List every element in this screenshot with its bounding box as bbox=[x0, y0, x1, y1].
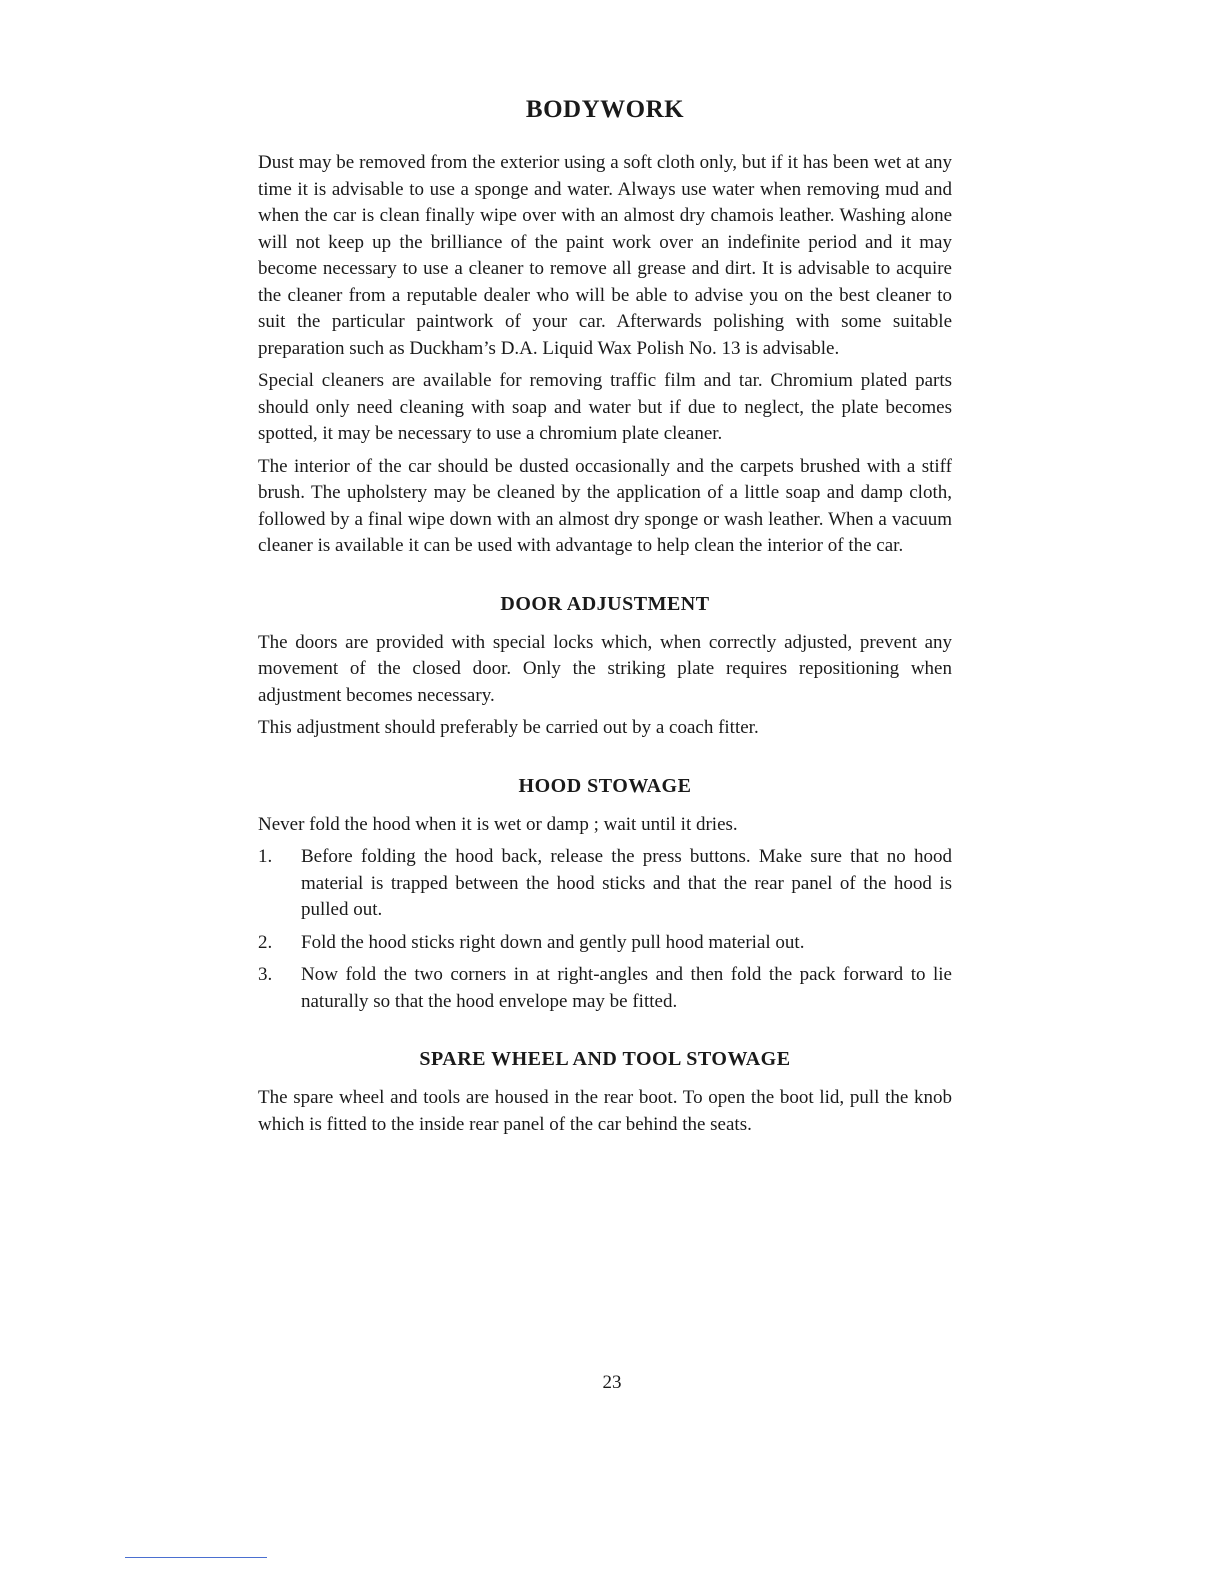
door-adjustment-heading: DOOR ADJUSTMENT bbox=[500, 592, 710, 615]
hood-stowage-section bbox=[258, 772, 952, 1016]
list-item-number: 2. bbox=[258, 931, 273, 953]
document-page bbox=[258, 92, 952, 1144]
list-item bbox=[258, 962, 952, 1015]
hood-stowage-intro: Never fold the hood when it is wet or damp ; wait until it dries. bbox=[258, 813, 738, 835]
list-item-text: Now fold the two corners in at right-angles and then fold the pack forward to lie naturally so that the hood envelope may be fitted. bbox=[301, 964, 952, 1012]
page-number: 23 bbox=[602, 1372, 622, 1393]
bodywork-section bbox=[258, 150, 952, 560]
list-item-text: Before folding the hood back, release the press buttons. Make sure that no hood material is trapped between the hood sticks and that the rear panel of the hood is pulled out. bbox=[301, 846, 952, 920]
list-item-number: 3. bbox=[258, 964, 273, 985]
spare-wheel-heading: SPARE WHEEL AND TOOL STOWAGE bbox=[419, 1048, 791, 1070]
door-adjustment-paragraph-1: The doors are provided with special locks which, when correctly adjusted, prevent any movement of the closed door. Only the striking plate requires repositioning when adjustment becomes necessary. bbox=[258, 631, 952, 706]
list-item bbox=[258, 930, 952, 957]
door-adjustment-paragraph-2: This adjustment should preferably be carried out by a coach fitter. bbox=[258, 717, 759, 738]
hood-stowage-heading: HOOD STOWAGE bbox=[518, 774, 692, 797]
bodywork-paragraph-2: Special cleaners are available for removing traffic film and tar. Chromium plated parts should only need cleaning with soap and water but if due to neglect, the plate becomes spotted, it may be necessary to use a chromium plate cleaner. bbox=[258, 370, 952, 444]
footer-divider bbox=[125, 1557, 267, 1558]
list-item-number: 1. bbox=[258, 846, 273, 867]
hood-stowage-steps bbox=[258, 844, 952, 1015]
list-item bbox=[258, 844, 952, 924]
door-adjustment-section bbox=[258, 590, 952, 742]
spare-wheel-section bbox=[258, 1045, 952, 1138]
page-title: BODYWORK bbox=[525, 96, 685, 123]
spare-wheel-paragraph: The spare wheel and tools are housed in the rear boot. To open the boot lid, pull the knob which is fitted to the inside rear panel of the car behind the seats. bbox=[258, 1087, 952, 1135]
bodywork-paragraph-3: The interior of the car should be dusted occasionally and the carpets brushed with a stiff brush. The upholstery may be cleaned by the application of a little soap and damp cloth, followed by a final wipe down with an almost dry sponge or wash leather. When a vacuum cleaner is available it can be used with advantage to help clean the interior of the car. bbox=[258, 455, 952, 556]
bodywork-paragraph-1: Dust may be removed from the exterior using a soft cloth only, but if it has been wet at any time it is advisable to use a sponge and water. Always use water when removing mud and when the car is clean finally wipe over with an almost dry chamois leather. Washing alone will not keep up the brilliance of the paint work over an indefinite period and it may become necessary to use a cleaner to remove all grease and dirt. It is advisable to acquire the cleaner from a reputable dealer who will be able to advise you on the best cleaner to suit the particular paintwork of your car. Afterwards polishing with some suitable preparation such as Duckham’s D.A. Liquid Wax Polish No. 13 is advisable. bbox=[258, 152, 952, 359]
list-item-text: Fold the hood sticks right down and gently pull hood material out. bbox=[301, 931, 805, 953]
